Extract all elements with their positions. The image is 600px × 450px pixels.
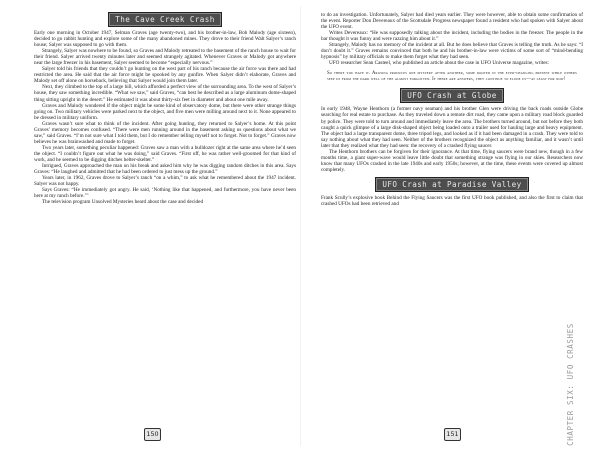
gutter [300, 6, 301, 446]
section-heading-paradise-valley: UFO Crash at Paradise Valley [375, 177, 528, 192]
paragraph: to do an investigation. Unfortunately, Salyer had died years earlier. They were however, able to obtain some confirmation of the event. Reporter Don Devereaux of the Scottsdale Progress newspaper found a resident who had spoken with Salyer about the UFO event. [321, 12, 583, 31]
paragraph: Graves and Malody wondered if the object might be some kind of observatory dome, but there were other strange things going on. Two military vehicles were parked next to the object, and five men were milling around next to it. None appeared to be dressed in military uniform. [34, 102, 296, 121]
paragraph: The television program Unsolved Mysteries heard about the case and decided [42, 199, 204, 206]
paragraph: Early one morning in October 1947, Selman Graves (age twenty-two), and his brother-in-law, Bob Malody (age sixteen), decided to go rabbit hunting and explore some of the many abandoned mines. They drove to their friend Walt Salyer’s ranch house; Salyer was supposed to go with them. [34, 30, 296, 49]
chapter-side-label: CHAPTER SIX: UFO CRASHES [566, 323, 576, 446]
paragraph: Years later, in 1962, Graves drove to Salyer’s ranch “on a whim,” to ask what he remembered about the 1947 incident. Salyer was not happy. [34, 175, 296, 188]
block-quote: So there you have it. Arizona produces one mystery after another, some rooted in the ever-changing present while others seep up from the dark well of the almost forgotten. If there are answers, they continue to elude us—at least for now! [327, 71, 577, 83]
right-page [321, 12, 583, 422]
section-heading-globe: UFO Crash at Globe [400, 88, 504, 103]
paragraph: The Henthorn brothers can be forgiven for their ignorance. At that time, flying saucers were brand new, though in a few months time, a giant super-wave would leave little doubt that something strange was flying in our skies. Researchers now know that many UFOs crashed in the late 1940s and early 1950s; however, at the time, these events were covered up almost completely. [321, 148, 583, 173]
page-number-left: 150 [144, 428, 161, 441]
paragraph: Next, they climbed to the top of a large hill, which afforded a perfect view of the surrounding area. To the west of Salyer’s house, they saw something incredible. “What we saw,” said Graves, “can best be described as a large aluminum dome-shaped thing sitting upright in the desert.” He estimated it was about thirty-six feet in diameter and about one mile away. [34, 84, 296, 103]
paragraph: Writes Devereaux: “He was supposedly talking about the incident, including the bodies in the freezer. The people in the bar thought it was funny and were razzing him about it.” [321, 30, 583, 43]
paragraph: Two years later, something peculiar happened: Graves saw a man with a bulldozer right at the same area where he’d seen the object. “I couldn’t figure out what he was doing,” said Graves. “First off, he was rather well-groomed for that kind of work, and he seemed to be digging ditches helter-skelter.” [34, 144, 296, 163]
paragraph: Salyer told his friends that they couldn’t go hunting on the west part of his ranch because the air force was there and had restricted the area. He said that the air force might be spooked by any gunfire. When Salyer didn’t elaborate, Graves and Malody set off alone on horseback, believing that Salyer would join them later. [34, 66, 296, 85]
paragraph: UFO researcher Sean Casteel, who published an article about the case in UFO Universe magazine, writes: [329, 60, 549, 67]
paragraph: Strangely, Malody has no memory of the incident at all. But he does believe that Graves is telling the truth. As he says: “I don’t doubt it.” Graves remains convinced that both he and his brother-in-law were victims of some sort of “mind-bending hypnosis” by military officials to make them forget what they had seen. [321, 42, 583, 61]
paragraph: Strangely, Salyer was nowhere to be found, so Graves and Malody retreated to the basement of the ranch house to wait for their friend. Salyer arrived twenty minutes later and seemed strangely agitated. Whenever Graves or Malody got anywhere near the large freezer in his basement, Salyer seemed to become “especially nervous.” [34, 48, 296, 67]
paragraph: In early 1948, Wayne Henthorn (a former navy seaman) and his brother Glen were driving the back roads outside Globe searching for real estate to purchase. As they traveled down a remote dirt road, they came upon a military road block guarded by police. They were told to turn around and immediately leave the area. The brothers turned around, but not before they both caught a quick glimpse of a large disk-shaped object being loaded onto a trailer used for hauling large and heavy equipment. The object had a large transparent dome, three tripod legs, and looked as if it had been damaged in a crash. They were told to say nothing about what they had seen. Neither of the brothers recognized the object as anything familiar, and it wasn’t until later that they realized what they had seen: the recovery of a crashed flying saucer. [321, 106, 583, 149]
paragraph: Intrigued, Graves approached the man on his break and asked him why he was digging random ditches in this area. Says Graves: “He laughed and admitted that he had been ordered to just mess up the ground.” [34, 163, 296, 176]
paragraph: Graves wasn’t sure what to think of the incident. After going hunting, they returned to Salyer’s home. At this point Graves’ memory becomes confused. “There were men running around in the basement asking us questions about what we saw,” said Graves. “I’m not sure what I told them, but I do remember telling myself not to forget. Not to forget.” Graves now believes he was brainwashed and made to forget. [34, 120, 296, 145]
page-number-right: 151 [444, 428, 461, 441]
left-page [34, 12, 296, 422]
section-heading-cave-creek: The Cave Creek Crash [108, 12, 221, 27]
paragraph: Frank Scully’s explosive book Behind the Flying Saucers was the first UFO book published, and also the first to claim that crashed UFOs had been retrieved and [321, 194, 583, 207]
paragraph: Says Graves: “He immediately got angry. He said, ‘Nothing like that happened, and furthermore, you have never been here at my ranch before.’” [34, 187, 296, 200]
